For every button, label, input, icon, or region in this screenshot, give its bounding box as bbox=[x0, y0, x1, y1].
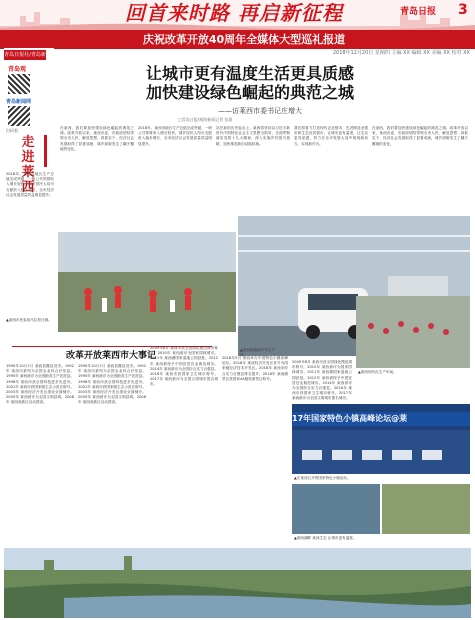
column-accent-bar bbox=[44, 135, 47, 167]
timeline-column: 2018年5月 莱西举办中国特色小镇高峰论坛。2018年 莱西经济开发区晋升为国家级经济技术开发区。2018年 莱西市综合实力百强县排名提升。2018年 莱西湖景区获国家4A级旅游景区称号。 bbox=[222, 356, 288, 381]
article-headline bbox=[60, 64, 440, 102]
column-char: 进 bbox=[21, 150, 35, 165]
newspaper-logo: 青岛日报 bbox=[400, 7, 437, 17]
timeline-heading: 改革开放莱西市大事记 bbox=[65, 351, 156, 361]
conference-photo bbox=[292, 484, 380, 534]
marathon-photo bbox=[58, 232, 236, 332]
city-panorama-photo bbox=[4, 548, 471, 618]
dateline: 2018年12月20日 星期四 主编 XX 编辑 XX 美编 XX 校对 XX bbox=[332, 50, 470, 56]
app-logo: 青岛观 bbox=[8, 66, 27, 73]
headline-line: 加快建设绿色崛起的典范之城 bbox=[145, 83, 354, 102]
photo-caption: ▲莱西新能源汽车生产线。 bbox=[240, 348, 276, 357]
forum-banner-text: 17年国家特色小镇高峰论坛@莱 bbox=[292, 412, 470, 426]
headline-line: 让城市更有温度生活更具质感 bbox=[145, 64, 354, 83]
article-column: 我们将着力打造现代农业强市、先进制造业强市和生态宜居强市，让城市更有温度，让生活更具质感，努力在全市发展大局中展现新担当、实现新作为。 bbox=[294, 126, 368, 146]
photo-caption: ▲莱西湖畔 莱西生态 让城市更有温度。 bbox=[294, 536, 357, 540]
forum-photo bbox=[292, 404, 470, 474]
landscape-photo bbox=[382, 484, 470, 534]
scan-hint: 扫码看 bbox=[6, 128, 18, 133]
photo-caption: ▲莱西现代化生产车间。 bbox=[358, 370, 397, 374]
article-column: 2018年，莱西市地区生产总值完成突破，一般公共预算收入增长较快，城乡居民人均可支配收入稳步增长，全市经济社会发展质量效益明显提升。 bbox=[138, 126, 212, 146]
article-column: 2018年，莱西市地区生产总值完成突破，一般公共预算收入增长较快，城乡居民人均可支配收入稳步增长，全市经济社会发展质量效益明显提升。 bbox=[6, 172, 54, 197]
timeline-column: 1990年10月1日 莱西县撤县设市。1992年 莱西市被列为全国农业综合开发县。1995年 莱西被评为全国粮食生产先进县。1998年 莱西市获全国科技进步先进市。2001年 莱西市获国家级生态示范区称号。2003年 莱西经济开发区建设全面铺开。2005年 莱西被评为全国文明县城。2008年 莱西高新区启动建设。 bbox=[6, 364, 74, 405]
series-banner-text: 庆祝改革开放40周年全媒体大型巡礼报道 bbox=[142, 33, 346, 46]
qr-code-icon[interactable] bbox=[8, 106, 30, 126]
page-number: 3 bbox=[458, 2, 468, 18]
article-column: 在莱西，我们要加快建设绿色崛起的典范之城。改革开放以来，莱西市委、市政府团结带领全市人民，解放思想、真抓实干，经济社会发展取得了显著成就，城乡面貌发生了翻天覆地的变化。 bbox=[60, 126, 134, 151]
article-column: 站在新的历史起点上，莱西将坚持以习近平新时代中国特色社会主义思想为指导，全面贯彻落实党的十九大精神，深入实施乡村振兴战略，加快推进新旧动能转换。 bbox=[216, 126, 290, 146]
qr-code-icon[interactable] bbox=[8, 74, 30, 94]
photo-caption: ▲莱西市民参加马拉松比赛。 bbox=[6, 318, 52, 322]
news-site-logo: 青岛新闻网 bbox=[6, 99, 32, 105]
masthead-title: 回首来时路 再启新征程 bbox=[125, 1, 343, 25]
photo-caption: ▲在莱西召开的国家特色小镇论坛。 bbox=[294, 476, 351, 480]
timeline-column: 2009年8月 莱西市获全国绿化模范城市称号。2010年 莱西被评为国家园林城市。2011年 莱西湖国家湿地公园获批。2012年 莱西被授予中国宜居宜业典范城市。2014年 莱西被评为全国综合实力百强县。2016年 莱西市获国家卫生城市称号。2017年 莱西被评为全国文明城市提名城市。 bbox=[150, 346, 218, 387]
crowd-photo bbox=[356, 296, 470, 368]
timeline-column: 1990年10月1日 莱西县撤县设市。1992年 莱西市被列为全国农业综合开发县。1995年 莱西被评为全国粮食生产先进县。1998年 莱西市获全国科技进步先进市。2001年 莱西市获国家级生态示范区称号。2003年 莱西经济开发区建设全面铺开。2005年 莱西被评为全国文明县城。2008年 莱西高新区启动建设。 bbox=[78, 364, 146, 405]
rail-tag: 青岛日报社/青岛新闻网 bbox=[4, 52, 46, 68]
masthead bbox=[0, 0, 475, 30]
article-column: 在莱西，我们要加快建设绿色崛起的典范之城。改革开放以来，莱西市委、市政府团结带领全市人民，解放思想、真抓实干，经济社会发展取得了显著成就，城乡面貌发生了翻天覆地的变化。 bbox=[372, 126, 468, 146]
column-char: 走 bbox=[21, 135, 35, 150]
article-subhead: ——访莱西市委书记庄增大 bbox=[218, 107, 302, 115]
column-char: 莱 bbox=[21, 165, 35, 180]
column-char: 西 bbox=[21, 180, 35, 195]
article-byline: □青岛日报/观海新闻记者 张晨 bbox=[178, 117, 233, 122]
timeline-column: 2009年8月 莱西市获全国绿化模范城市称号。2010年 莱西被评为国家园林城市。2011年 莱西湖国家湿地公园获批。2012年 莱西被授予中国宜居宜业典范城市。2014年 莱西被评为全国综合实力百强县。2016年 莱西市获国家卫生城市称号。2017年 莱西被评为全国文明城市提名城市。 bbox=[292, 360, 352, 401]
